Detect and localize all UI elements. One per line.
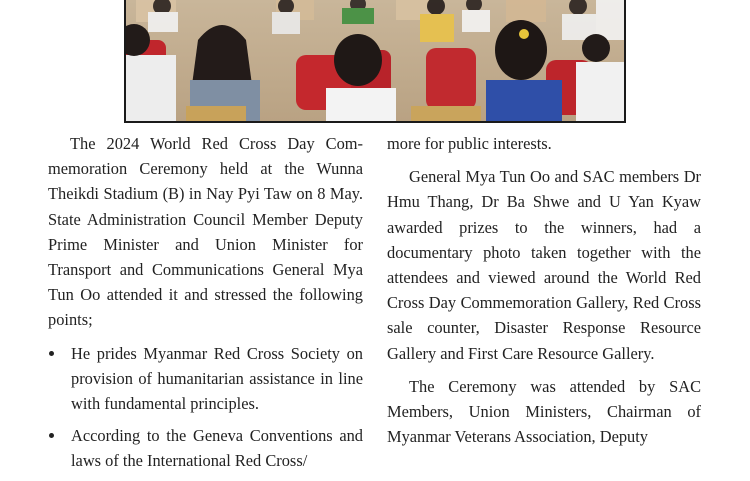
intro-paragraph: The 2024 World Red Cross Day Commemoration Ceremony held at the Wunna Theikdi Stadium (B) in Nay Pyi Taw on 8 May. State Administration Council Member Deputy Prime Minister and Union Minister for Transport and Communications General Mya Tun Oo attended it and stressed the following points; xyxy=(48,134,363,330)
bullet-icon xyxy=(49,433,54,438)
bullet-icon xyxy=(49,351,54,356)
photo-image xyxy=(126,0,624,121)
key-points-list xyxy=(48,341,363,474)
awards-paragraph: General Mya Tun Oo and SAC members Dr Hmu Thang, Dr Ba Shwe and U Yan Kyaw awarded prizes to the winners, had a documentary photo taken together with the attendees and viewed around the World Red Cross Day Commemoration Gallery, Red Cross sale counter, Disaster Response Resource Gallery and First Care Resource Gallery. xyxy=(387,167,701,363)
attendees-paragraph: The Ceremony was attended by SAC Members, Union Ministers, Chairman of Myanmar Veterans Association, Deputy xyxy=(387,376,701,447)
bullet-text: He prides Myanmar Red Cross Society on provision of humanitarian assistance in line with fundamental principles. xyxy=(71,343,363,414)
right-column xyxy=(387,131,701,449)
left-column xyxy=(48,131,363,481)
bullet-text: According to the Geneva Conventions and laws of the International Red Cross/ xyxy=(71,426,363,471)
ceremony-photo xyxy=(124,0,626,123)
continued-text: more for public interests. xyxy=(387,134,552,153)
list-item xyxy=(48,423,363,473)
list-item xyxy=(48,341,363,417)
